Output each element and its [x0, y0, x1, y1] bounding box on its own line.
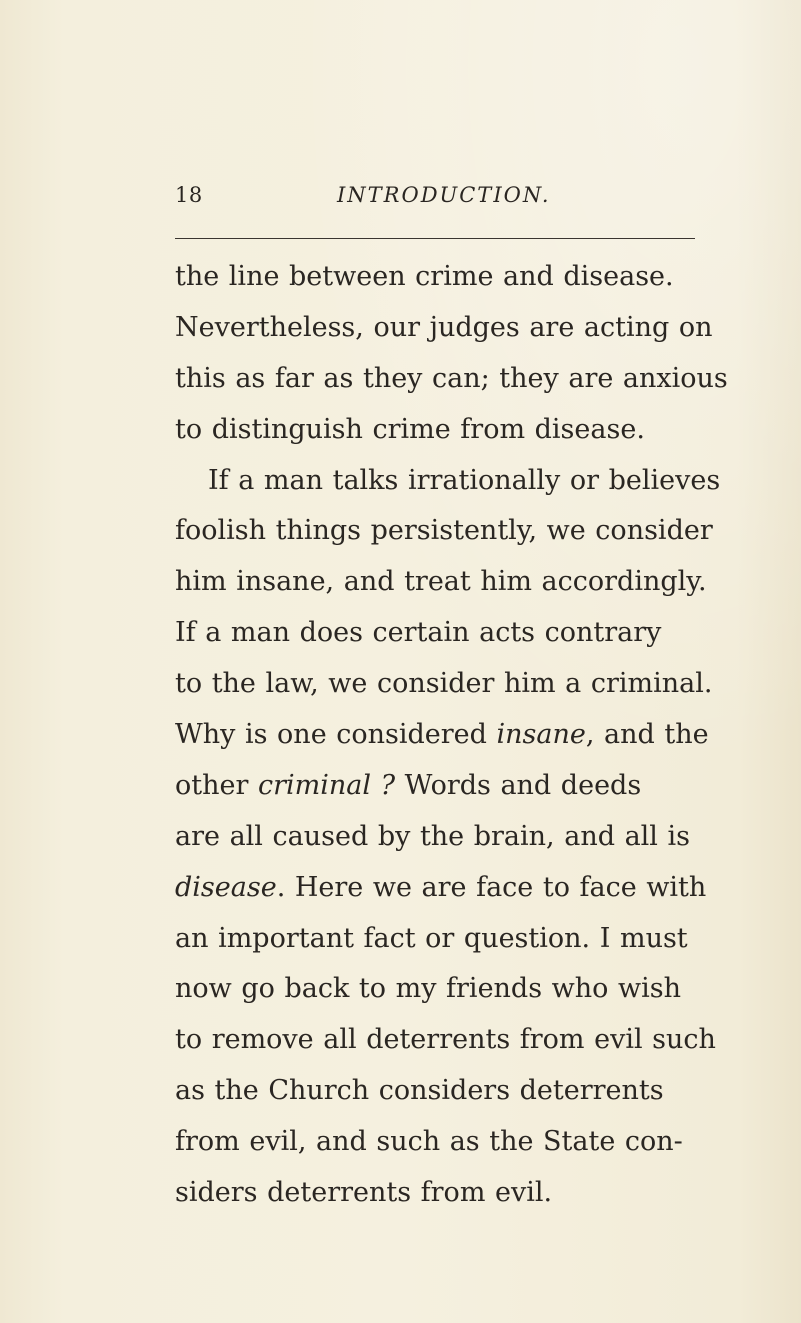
text-line: to remove all deterrents from evil such	[175, 1024, 716, 1056]
page-header	[0, 183, 801, 219]
text-line: If a man talks irrationally or believes	[208, 464, 721, 496]
page-number: 18	[175, 183, 203, 207]
text-line: an important fact or question. I must	[175, 922, 688, 954]
text-line: now go back to my friends who wish	[175, 973, 681, 1005]
text-line: Nevertheless, our judges are acting on	[175, 311, 713, 343]
text-line: from evil, and such as the State con-	[175, 1126, 683, 1158]
text-line: siders deterrents from evil.	[175, 1177, 553, 1209]
text-line: the line between crime and disease.	[175, 261, 674, 292]
text-line: foolish things persistently, we consider	[175, 515, 713, 547]
text-line: If a man does certain acts contrary	[175, 617, 662, 649]
body-text	[175, 252, 735, 1219]
italic-term: disease	[175, 871, 277, 903]
italic-term: criminal ?	[257, 769, 396, 801]
italic-term: insane	[496, 719, 586, 751]
header-rule	[175, 238, 695, 239]
text-line: other criminal ? Words and deeds	[175, 769, 642, 801]
running-head: INTRODUCTION.	[337, 183, 551, 207]
text-line: disease. Here we are face to face with	[175, 871, 707, 903]
text-line: Why is one considered insane, and the	[175, 719, 709, 751]
text-line: him insane, and treat him accordingly.	[175, 566, 707, 598]
text-line: this as far as they can; they are anxious	[175, 362, 728, 394]
text-line: as the Church considers deterrents	[175, 1075, 664, 1107]
text-line: to distinguish crime from disease.	[175, 413, 645, 445]
text-line: are all caused by the brain, and all is	[175, 820, 691, 852]
text-line: to the law, we consider him a criminal.	[175, 668, 713, 700]
